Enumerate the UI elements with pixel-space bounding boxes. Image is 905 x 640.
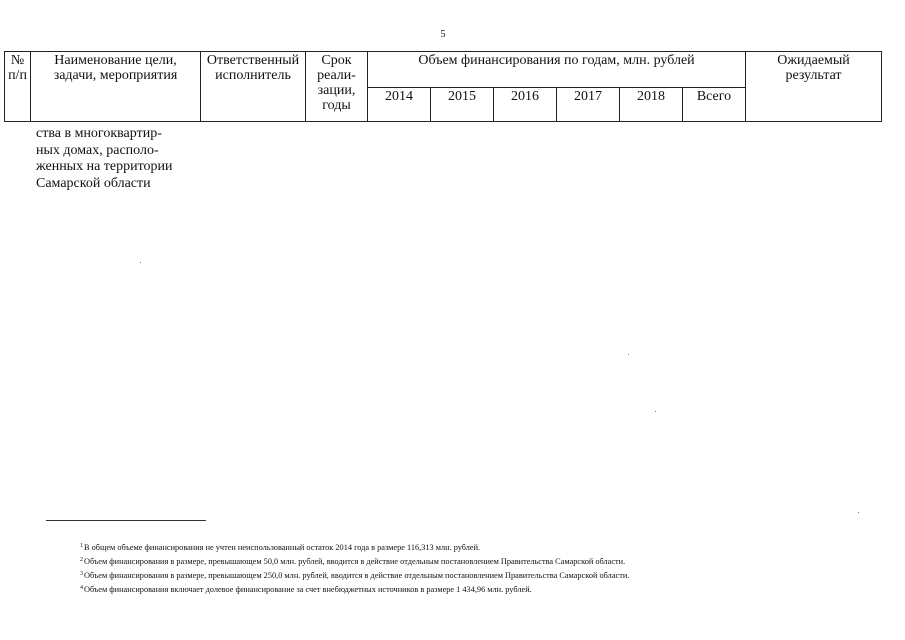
footnote xyxy=(80,582,840,596)
scan-speck xyxy=(140,262,141,263)
col-header-term: Срок реали-зации, годы xyxy=(306,52,368,122)
page-number: 5 xyxy=(440,29,446,40)
plan-table-header xyxy=(4,51,882,122)
col-header-year-2014: 2014 xyxy=(368,88,431,122)
footnote-text: В общем объеме финансирования не учтен неиспользованный остаток 2014 года в размере 116,313 млн. рублей. xyxy=(84,543,481,552)
continued-row-text xyxy=(36,126,196,192)
footnote-mark: 1 xyxy=(80,543,83,549)
footnote xyxy=(80,568,840,582)
continued-line: ных домах, располо- xyxy=(36,142,159,158)
footnotes xyxy=(80,540,840,596)
scan-speck xyxy=(628,354,629,355)
footnote-text: Объем финансирования в размере, превышающем 250,0 млн. рублей, вводится в действие отдельным постановлением Правительства Самарской области. xyxy=(84,571,630,580)
continued-line: ства в многоквартир- xyxy=(36,126,162,141)
footnote-mark: 3 xyxy=(80,571,83,577)
col-header-year-2018: 2018 xyxy=(620,88,683,122)
continued-line: женных на территории xyxy=(36,159,173,174)
footnote-text: Объем финансирования включает долевое финансирование за счет внебюджетных источников в размере 1 434,96 млн. рублей. xyxy=(84,585,532,594)
footnote-mark: 2 xyxy=(80,557,83,563)
footnote xyxy=(80,540,840,554)
col-header-name: Наименование цели, задачи, мероприятия xyxy=(31,52,201,122)
footnote-separator xyxy=(46,520,206,521)
scan-speck xyxy=(858,512,859,513)
continued-line: Самарской области xyxy=(36,175,151,191)
col-header-number: № п/п xyxy=(5,52,31,122)
col-header-total: Всего xyxy=(683,88,746,122)
col-header-responsible: Ответственный исполнитель xyxy=(201,52,306,122)
col-header-funding: Объем финансирования по годам, млн. рублей xyxy=(368,52,746,88)
scan-speck xyxy=(655,411,656,412)
col-header-year-2015: 2015 xyxy=(431,88,494,122)
footnote-text: Объем финансирования в размере, превышающем 50,0 млн. рублей, вводится в действие отдельным постановлением Правительства Самарской области. xyxy=(84,557,626,566)
col-header-result: Ожидаемый результат xyxy=(746,52,882,122)
col-header-year-2016: 2016 xyxy=(494,88,557,122)
footnote-mark: 4 xyxy=(80,585,83,591)
footnote xyxy=(80,554,840,568)
col-header-year-2017: 2017 xyxy=(557,88,620,122)
